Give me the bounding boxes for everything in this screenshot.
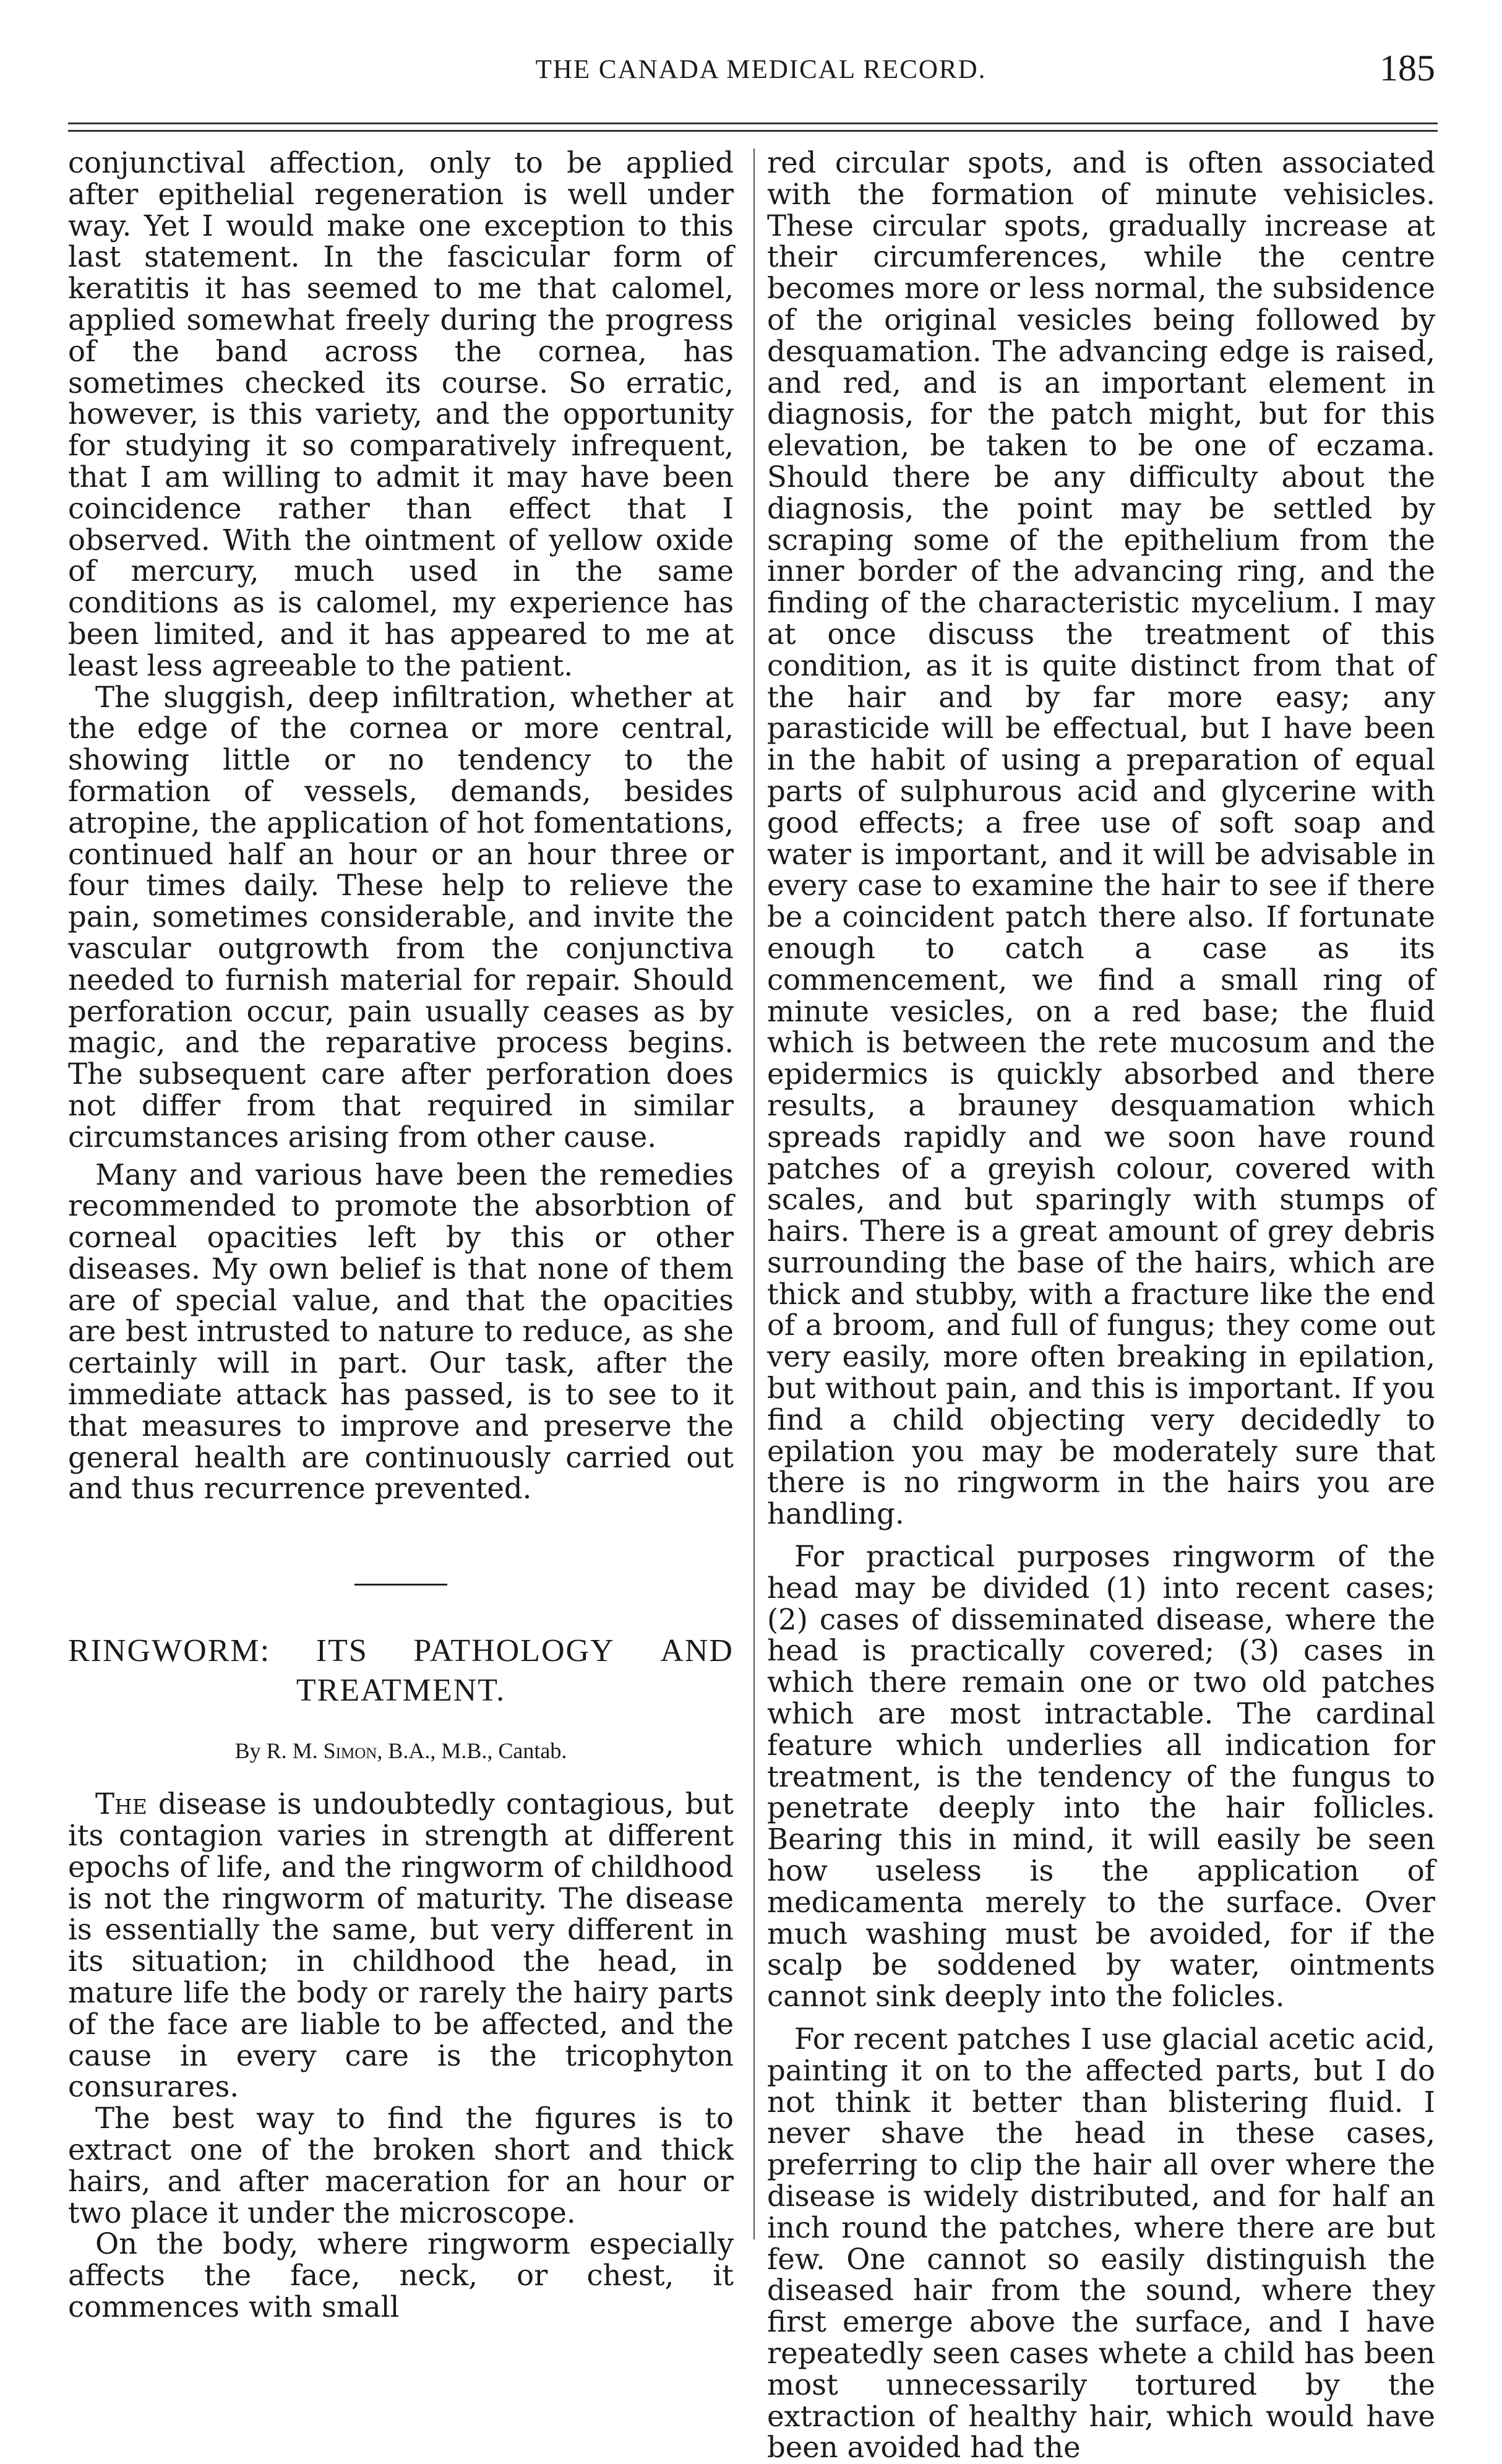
paragraph: Many and various have been the remedies recommended to promote the absorbtion of corneal opacities left by this or other diseases. My own belief is that none of them are of special value, and that the opacities are best intrusted to nature to reduce, as she certainly will in part. Our task, after the immediate attack has passed, is to see to it that measures to improve and preserve the general health are continuously carried out and thus recurrence prevented.: [68, 1157, 734, 1506]
paragraph: The best way to find the figures is to extract one of the broken short and thick hairs, and after maceration for an hour or two place it under the microscope.: [68, 2101, 734, 2230]
column-divider: [753, 148, 755, 2239]
article-title: [68, 1631, 734, 1711]
article-title-line-2: TREATMENT.: [296, 1673, 506, 1709]
paragraph: On the body, where ringworm especially affects the face, neck, or chest, it commences with small: [68, 2227, 734, 2324]
right-column: [767, 147, 1435, 2463]
paragraph: The disease is undoubtedly contagious, but its contagion varies in strength at different epochs of life, and the ringworm of childhood is not the ringworm of maturity. The disease is essentially the same, but very different in its situation; in childhood the head, in mature life the body or rarely the hairy parts of the face are liable to be affected, and the cause in every care is the tricophyton consurares.: [68, 1787, 734, 2104]
paragraph: conjunctival affection, only to be applied after epithelial regeneration is well under way. Yet I would make one exception to this last statement. In the fascicular form of keratitis it has seemed to me that calomel, applied somewhat freely during the progress of the band across the cornea, has sometimes checked its course. So erratic, however, is this variety, and the opportunity for studying it so comparatively infrequent, that I am willing to admit it may have been coincidence rather than effect that I observed. With the ointment of yellow oxide of mercury, much used in the same conditions as is calomel, my experience has been limited, and it has appeared to me at least less agreeable to the patient.: [68, 146, 734, 682]
byline: By R. M. Simon, B.A., M.B., Cantab.: [234, 1738, 567, 1764]
running-head: THE CANADA MEDICAL RECORD.: [535, 55, 987, 84]
paragraph: The sluggish, deep infiltration, whether at the edge of the cornea or more central, showing little or no tendency to the formation of vessels, demands, besides atropine, the application of hot fomentations, continued half an hour or an hour three or four times daily. These help to relieve the pain, sometimes considerable, and invite the vascular outgrowth from the conjunctiva needed to furnish material for repair. Should perforation occur, pain usually ceases as by magic, and the reparative process begins. The subsequent care after perforation does not differ from that required in similar circumstances arising from other cause.: [68, 680, 734, 1154]
paragraph: For recent patches I use glacial acetic acid, painting it on to the affected parts, but I do not think it better than blistering fluid. I never shave the head in these cases, preferring to clip the hair all over where the disease is widely distributed, and for half an inch round the patches, where there are but few. One cannot so easily distinguish the diseased hair from the sound, where they first emerge above the surface, and I have repeatedly seen cases whete a child has been most unnecessarily tortured by the extraction of healthy hair, which would have been avoided had the: [767, 2022, 1435, 2464]
header-rule-top: [68, 122, 1438, 124]
paragraph: For practical purposes ringworm of the head may be divided (1) into recent cases; (2) cases of disseminated disease, where the head is practically covered; (3) cases in which there remain one or two old patches which are most intractable. The cardinal feature which underlies all indication for treatment, is the tendency of the fungus to penetrate deeply into the hair follicles. Bearing this in mind, it will easily be seen how useless is the application of medicamenta merely to the surface. Over much washing must be avoided, for if the scalp be soddened by water, ointments cannot sink deeply into the folicles.: [767, 1540, 1435, 2014]
left-column: [68, 147, 734, 2323]
page-number: 185: [1380, 48, 1435, 88]
section-divider: [354, 1584, 447, 1586]
author-name: R. M. Simon: [266, 1738, 377, 1764]
paragraph: red circular spots, and is often associated with the formation of minute vehisicles. These circular spots, gradually increase at their circumferences, while the centre becomes more or less normal, the subsidence of the original vesicles being followed by desquamation. The advancing edge is raised, and red, and is an important element in diagnosis, for the patch might, but for this elevation, be taken to be one of eczama. Should there be any difficulty about the diagnosis, the point may be settled by scraping some of the epithelium from the inner border of the advancing ring, and the finding of the characteristic mycelium. I may at once discuss the treatment of this condition, as it is quite distinct from that of the hair and by far more easy; any parasticide will be effectual, but I have been in the habit of using a preparation of equal parts of sulphurous acid and glycerine with good effects; a free use of soft soap and water is important, and it will be advisable in every case to examine the hair to see if there be a coincident patch there also. If fortunate enough to catch a case as its commencement, we find a small ring of minute vesicles, on a red base; the fluid which is between the rete mucosum and the epidermics is quickly absorbed and there results, a brauney desquamation which spreads rapidly and we soon have round patches of a greyish colour, covered with scales, and but sparingly with stumps of hairs. There is a great amount of grey debris surrounding the base of the hairs, which are thick and stubby, with a fracture like the end of a broom, and full of fungus; they come out very easily, more often breaking in epilation, but without pain, and this is important. If you find a child objecting very decidedly to epilation you may be moderately sure that there is no ringworm in the hairs you are handling.: [767, 146, 1435, 1531]
header-rule-bottom: [68, 130, 1438, 132]
article-title-line-1: RINGWORM: ITS PATHOLOGY AND: [68, 1633, 734, 1669]
